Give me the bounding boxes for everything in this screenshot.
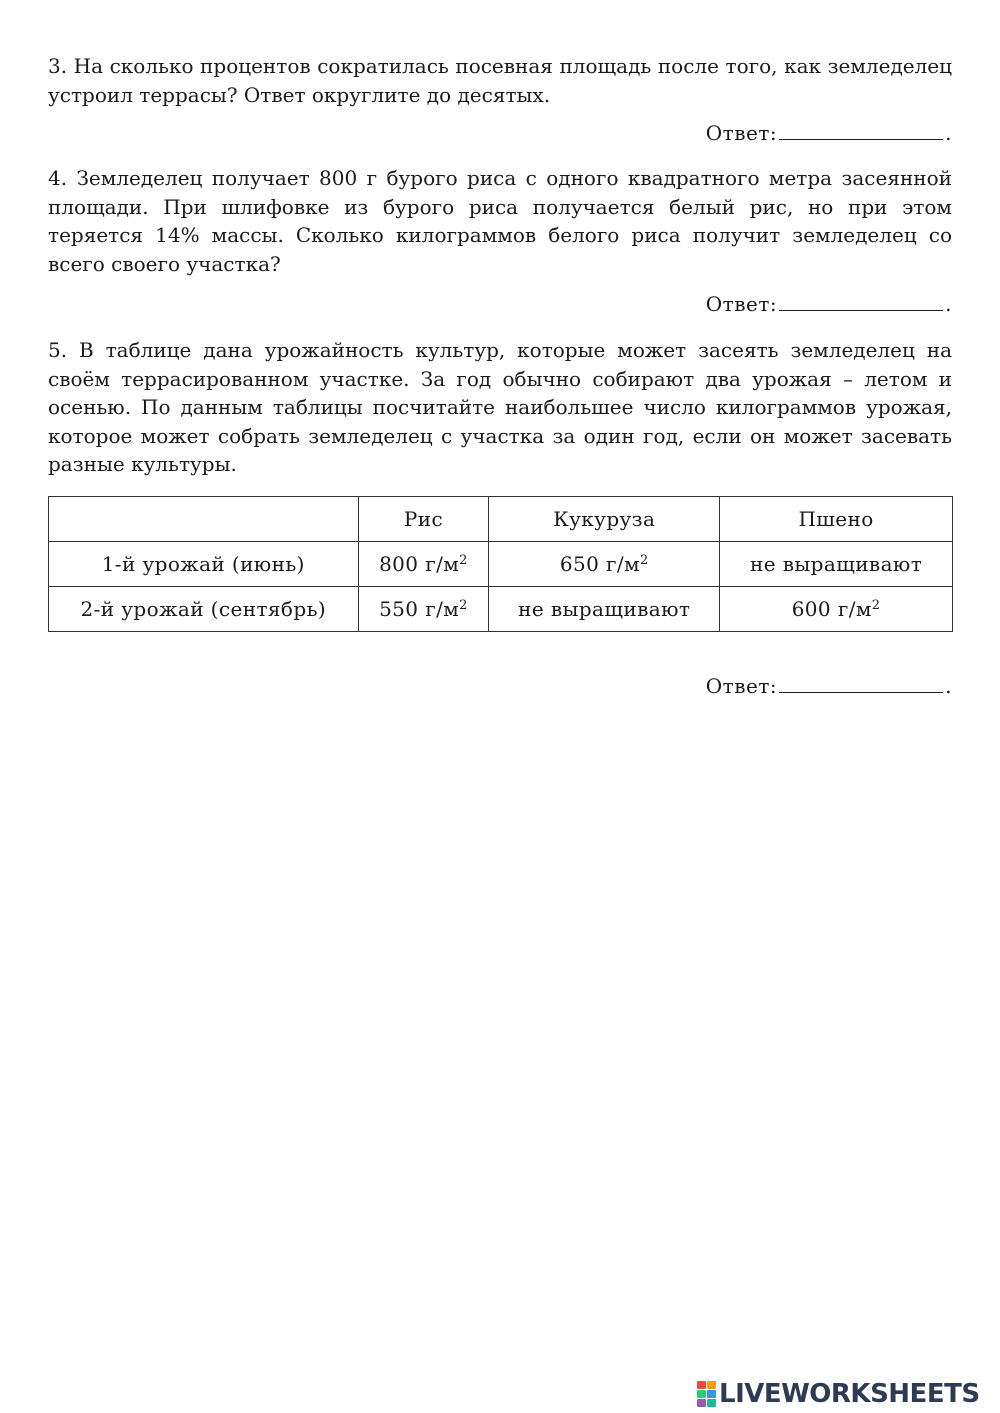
logo-square	[707, 1399, 716, 1407]
table-header-cell: Пшено	[720, 496, 953, 541]
liveworksheets-logo	[697, 1380, 980, 1408]
task-4-answer	[48, 290, 952, 318]
cell-value: 600 г/м	[791, 596, 872, 621]
answer-blank-input[interactable]	[779, 290, 943, 311]
answer-dot: .	[945, 121, 952, 145]
task-3-answer	[48, 119, 952, 147]
table-cell: не выращивают	[489, 586, 720, 631]
task-3-text: 3. На сколько процентов сократилась посевная площадь после того, как земледелец устроил террасы? Ответ округлите до десятых.	[48, 54, 952, 107]
table-header-cell: Рис	[358, 496, 489, 541]
answer-dot: .	[945, 673, 952, 698]
table-cell: не выращивают	[720, 541, 953, 586]
cell-value: 550 г/м	[379, 596, 460, 621]
logo-mark-icon	[697, 1381, 717, 1407]
table-cell	[720, 586, 953, 631]
answer-blank-input[interactable]	[779, 119, 943, 140]
table-header-cell: Кукуруза	[489, 496, 720, 541]
table-cell	[489, 541, 720, 586]
table-cell	[358, 541, 489, 586]
answer-blank-input[interactable]	[779, 672, 943, 693]
worksheet-page	[48, 52, 952, 700]
superscript: 2	[639, 552, 649, 568]
superscript: 2	[459, 552, 468, 568]
superscript: 2	[871, 597, 881, 613]
logo-text: LIVEWORKSHEETS	[719, 1379, 980, 1409]
cell-value: 650 г/м	[559, 551, 640, 576]
answer-label: Ответ:	[705, 673, 778, 698]
task-5-answer	[48, 672, 952, 700]
table-row	[49, 541, 953, 586]
row-label: 2-й урожай (сентябрь)	[49, 586, 359, 631]
logo-square	[707, 1381, 716, 1389]
answer-label: Ответ:	[705, 292, 778, 316]
row-label: 1-й урожай (июнь)	[49, 541, 359, 586]
table-header-cell	[49, 496, 359, 541]
task-4-text: 4. Земледелец получает 800 г бурого риса с одного квадратного метра засеянной площади. При шлифовке из бурого риса получается белый рис, но при этом теряется 14% массы. Сколько килограммов белого риса получит земледелец со всего своего участка?	[48, 166, 952, 276]
yield-table	[48, 496, 953, 632]
table-cell	[358, 586, 489, 631]
table-header-row	[49, 496, 953, 541]
cell-value: 800 г/м	[379, 551, 460, 576]
logo-square	[707, 1390, 716, 1398]
superscript: 2	[459, 597, 468, 613]
logo-square	[697, 1381, 706, 1389]
answer-dot: .	[945, 292, 952, 316]
logo-square	[697, 1390, 706, 1398]
logo-square	[697, 1399, 706, 1407]
task-5-text: 5. В таблице дана урожайность культур, которые может засеять земледелец на своём террасированном участке. За год обычно собирают два урожая – летом и осенью. По данным таблицы посчитайте наибольшее число килограммов урожая, которое может собрать земледелец с участка за один год, если он может засевать разные культуры.	[48, 338, 952, 476]
table-row	[49, 586, 953, 631]
answer-label: Ответ:	[705, 121, 778, 145]
